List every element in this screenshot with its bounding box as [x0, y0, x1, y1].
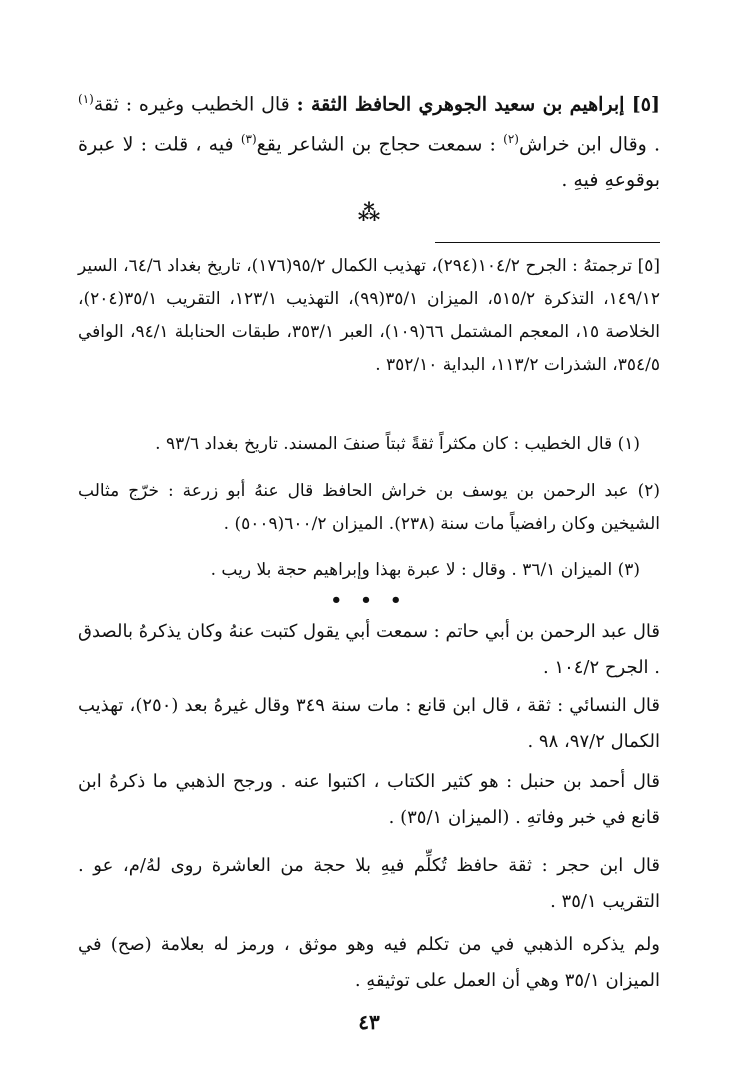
- entry-line1: قال الخطيب وغيره : ثقة: [93, 93, 290, 116]
- page-number: ٤٣: [358, 1010, 380, 1034]
- quote-ahmad: قال أحمد بن حنبل : هو كثير الكتاب ، اكتبوا عنه . ورجح الذهبي ما ذكرهُ ابن قانع في خبر وفاتهِ . (الميزان ٣٥/١) .: [78, 771, 660, 828]
- entry-paragraph: [78, 82, 660, 198]
- footnote-2: (٢) عبد الرحمن بن يوسف بن خراش الحافظ قال عنهُ أبو زرعة : خرّج مثالب الشيخين وكان رافضياً مات سنة (٢٣٨). الميزان ٦٠٠/٢(٥٠٠٩) .: [78, 481, 660, 534]
- entry-heading: [٥] إبراهيم بن سعيد الجوهري الحافظ الثقة :: [296, 93, 660, 116]
- dots-separator: • • •: [330, 590, 408, 611]
- quote-ibn-abi-hatim: قال عبد الرحمن بن أبي حاتم : سمعت أبي يقول كتبت عنهُ وكان يذكرهُ بالصدق . الجرح ١٠٤/٢ .: [78, 621, 660, 678]
- footnote-rule: [435, 242, 660, 243]
- entry-text: [78, 82, 660, 198]
- quote-dhahabi: ولم يذكره الذهبي في من تكلم فيه وهو موثق ، ورمز له بعلامة (صح) في الميزان ٣٥/١ وهي أن العمل على توثيقهِ .: [78, 934, 660, 991]
- footnote-1: (١) قال الخطيب : كان مكثراً ثقةً ثبتاً صنفَ المسند. تاريخ بغداد ٩٣/٦ .: [155, 434, 640, 454]
- stars-separator: ⁂: [357, 200, 381, 226]
- footnote-3: (٣) الميزان ٣٦/١ . وقال : لا عبرة بهذا وإبراهيم حجة بلا ريب .: [210, 560, 640, 580]
- quote-ibn-hajar: قال ابن حجر : ثقة حافظ تُكلِّم فيهِ بلا حجة من العاشرة روى لهُ/م، عو . التقريب ٣٥/١ .: [78, 855, 660, 912]
- footnote-ref-2: (٢): [503, 132, 519, 147]
- footnote-ref-3: (٣): [240, 132, 257, 147]
- footnote-ref-1: (١): [78, 92, 94, 106]
- entry-line2-start: . وقال ابن خراش: [518, 133, 661, 156]
- entry-line2-end: فيه ، قلت : لا عبرة بوقوعهِ فيهِ .: [78, 133, 660, 191]
- quote-nasai: قال النسائي : ثقة ، قال ابن قانع : مات سنة ٣٤٩ وقال غيرهُ بعد (٢٥٠)، تهذيب الكمال ٩٧/٢، ٩٨ .: [78, 695, 660, 752]
- entry-line2-mid: : سمعت حجاج بن الشاعر يقع: [256, 133, 496, 156]
- footnote-biography: [٥] ترجمتهُ : الجرح ١٠٤/٢(٢٩٤)، تهذيب الكمال ٩٥/٢(١٧٦)، تاريخ بغداد ٦٤/٦، السير ١٤٩/١٢، التذكرة ٥١٥/٢، الميزان ٣٥/١(٩٩)، التهذيب ١٢٣/١، التقريب ٣٥/١(٢٠٤)، الخلاصة ١٥، المعجم المشتمل ٦٦(١٠٩)، العبر ٣٥٣/١، طبقات الحنابلة ٩٤/١، الوافي ٣٥٤/٥، الشذرات ١١٣/٢، البداية ٣٥٢/١٠ .: [78, 256, 661, 375]
